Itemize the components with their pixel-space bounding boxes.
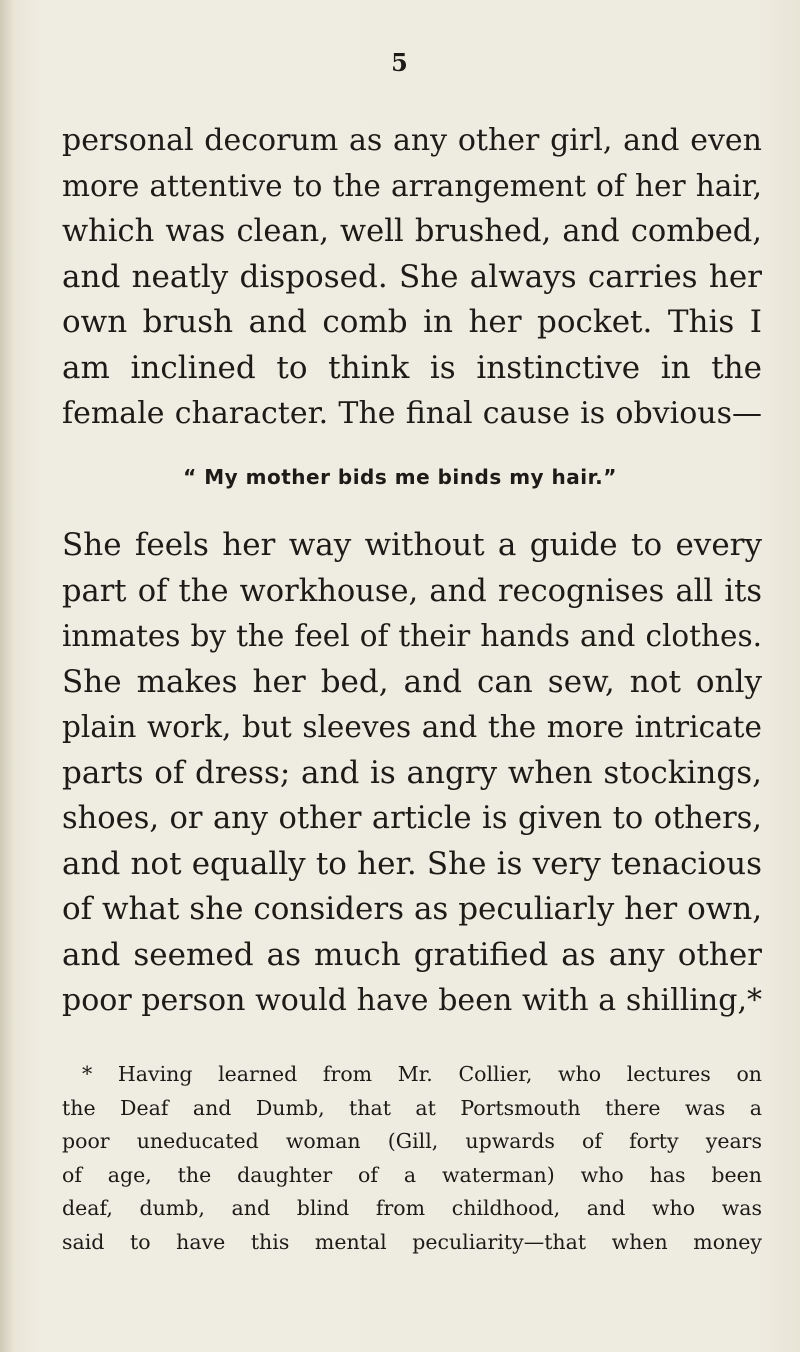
text-line: and not equally to her. She is very tenacious [62, 845, 762, 882]
footnote-line: * Having learned from Mr. Collier, who lectures on [82, 1062, 762, 1086]
text-line: more attentive to the arrangement of her hair, [62, 168, 762, 203]
footnote-line: of age, the daughter of a waterman) who has been [62, 1162, 762, 1187]
text-line: poor person would have been with a shilling,* [62, 983, 762, 1018]
text-line: She feels her way without a guide to every [62, 527, 762, 563]
text-line: and neatly disposed. She always carries her [62, 258, 762, 295]
text-line: and seemed as much gratified as any other [62, 936, 762, 973]
text-line: which was clean, well brushed, and combed, [62, 214, 762, 249]
text-line: am inclined to think is instinctive in the [62, 349, 762, 386]
text-line: of what she considers as peculiarly her own, [62, 891, 763, 927]
text-line: inmates by the feel of their hands and clothes. [62, 619, 762, 653]
text-line: female character. The final cause is obvious— [62, 396, 762, 431]
text-line: part of the workhouse, and recognises all its [62, 573, 762, 609]
page-number: 5 [391, 48, 409, 77]
footnote-line: poor uneducated woman (Gill, upwards of forty years [62, 1129, 762, 1153]
footnote-line: the Deaf and Dumb, that at Portsmouth there was a [62, 1095, 762, 1120]
text-line: personal decorum as any other girl, and even [62, 123, 762, 158]
text-line: own brush and comb in her pocket. This I [62, 304, 762, 340]
text-line: parts of dress; and is angry when stockings, [62, 754, 762, 791]
paragraph-workhouse [62, 523, 762, 1024]
footnote-line: said to have this mental peculiarity—that when money [62, 1229, 762, 1254]
footnote-line: deaf, dumb, and blind from childhood, and who was [62, 1196, 762, 1220]
paragraph-decorum [62, 118, 762, 437]
text-line: shoes, or any other article is given to others, [62, 801, 762, 836]
spine-shadow [0, 0, 14, 1352]
quotation-line: “ My mother bids me binds my hair.” [183, 465, 617, 489]
footnote [62, 1058, 762, 1259]
text-line: plain work, but sleeves and the more intricate [62, 710, 762, 744]
text-line: She makes her bed, and can sew, not only [62, 663, 762, 700]
